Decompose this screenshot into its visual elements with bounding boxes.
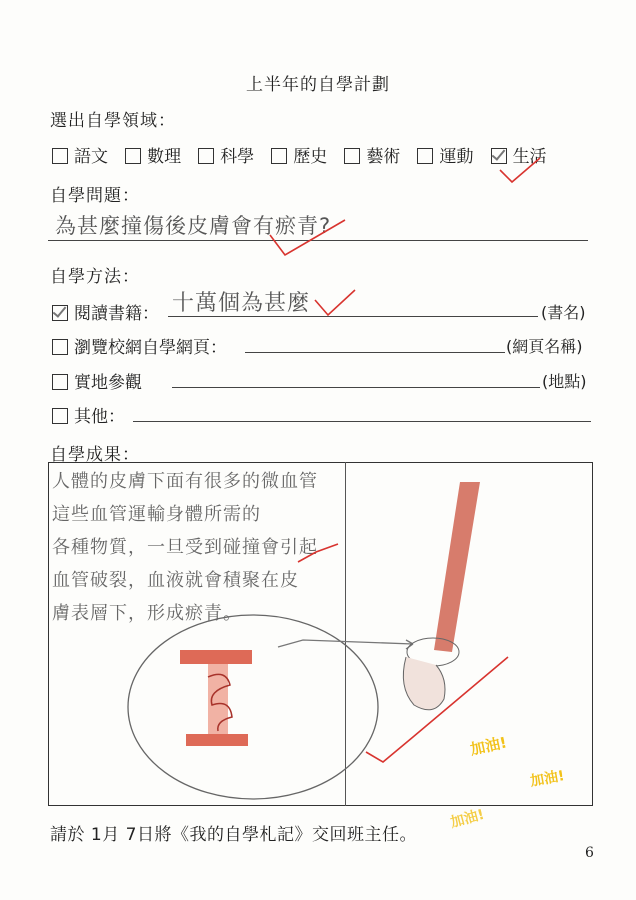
method-reading[interactable]: 閱讀書籍： (52, 299, 159, 324)
footer-note: 請於 1月 7日將《我的自學札記》交回班主任。 (50, 825, 417, 845)
book-name[interactable]: 十萬個為甚麼 (172, 291, 311, 316)
encourage-stamp: 加油! (448, 806, 487, 832)
question-heading: 自學問題： (50, 186, 140, 206)
encourage-stamp: 加油! (468, 733, 509, 759)
checkbox[interactable] (52, 408, 68, 424)
website-suffix: (網頁名稱) (506, 337, 583, 356)
methods-heading: 自學方法： (50, 267, 140, 287)
visit-line (172, 387, 540, 388)
arm-drawing (434, 482, 480, 652)
red-check-mark (500, 158, 540, 182)
other-line (133, 421, 591, 422)
outcome-line: 血管破裂，血液就會積聚在皮 (52, 570, 299, 591)
outcome-line: 這些血管運輸身體所需的 (52, 504, 261, 525)
subject-history[interactable]: 歷史 (271, 147, 327, 167)
vessel-bottom (186, 734, 248, 746)
checkbox[interactable] (52, 148, 68, 164)
encourage-stamp: 加油! (529, 768, 566, 790)
checkbox[interactable] (52, 374, 68, 390)
book-suffix: (書名) (541, 303, 586, 322)
visit-suffix: (地點) (542, 372, 587, 391)
subject-language[interactable]: 語文 (52, 147, 108, 167)
subject-sport[interactable]: 運動 (417, 147, 473, 167)
method-visit[interactable]: 實地參觀 (52, 368, 142, 393)
teacher-marks (240, 150, 570, 320)
checkbox[interactable] (198, 148, 214, 164)
red-check-mark (315, 290, 355, 315)
red-check-mark (270, 220, 345, 255)
magnify-circle (128, 615, 378, 799)
checkbox-checked[interactable] (52, 305, 68, 321)
outcome-line: 人體的皮膚下面有很多的微血管 (52, 471, 318, 492)
checkbox[interactable] (52, 339, 68, 355)
red-check-mark (298, 544, 338, 562)
drawing-illustration (48, 462, 593, 806)
domain-heading: 選出自學領域： (50, 111, 176, 131)
page-number: 6 (585, 845, 594, 861)
subject-life[interactable]: 生活 (491, 147, 547, 167)
question-answer[interactable]: 為甚麼撞傷後皮膚會有瘀青? (55, 214, 332, 238)
subject-science[interactable]: 科學 (198, 147, 254, 167)
subject-art[interactable]: 藝術 (344, 147, 400, 167)
method-other[interactable]: 其他： (52, 402, 125, 427)
subject-math[interactable]: 數理 (125, 147, 181, 167)
outcome-heading: 自學成果： (50, 445, 140, 465)
method-website[interactable]: 瀏覽校網自學網頁： (52, 333, 227, 358)
website-line (245, 352, 505, 353)
outcome-line: 膚表層下，形成瘀青。 (52, 603, 242, 624)
checkbox[interactable] (125, 148, 141, 164)
hand-drawing (403, 657, 445, 710)
vessel-top (180, 650, 252, 664)
outcome-line: 各種物質，一旦受到碰撞會引起 (52, 537, 318, 558)
page-title: 上半年的自學計劃 (246, 75, 390, 95)
